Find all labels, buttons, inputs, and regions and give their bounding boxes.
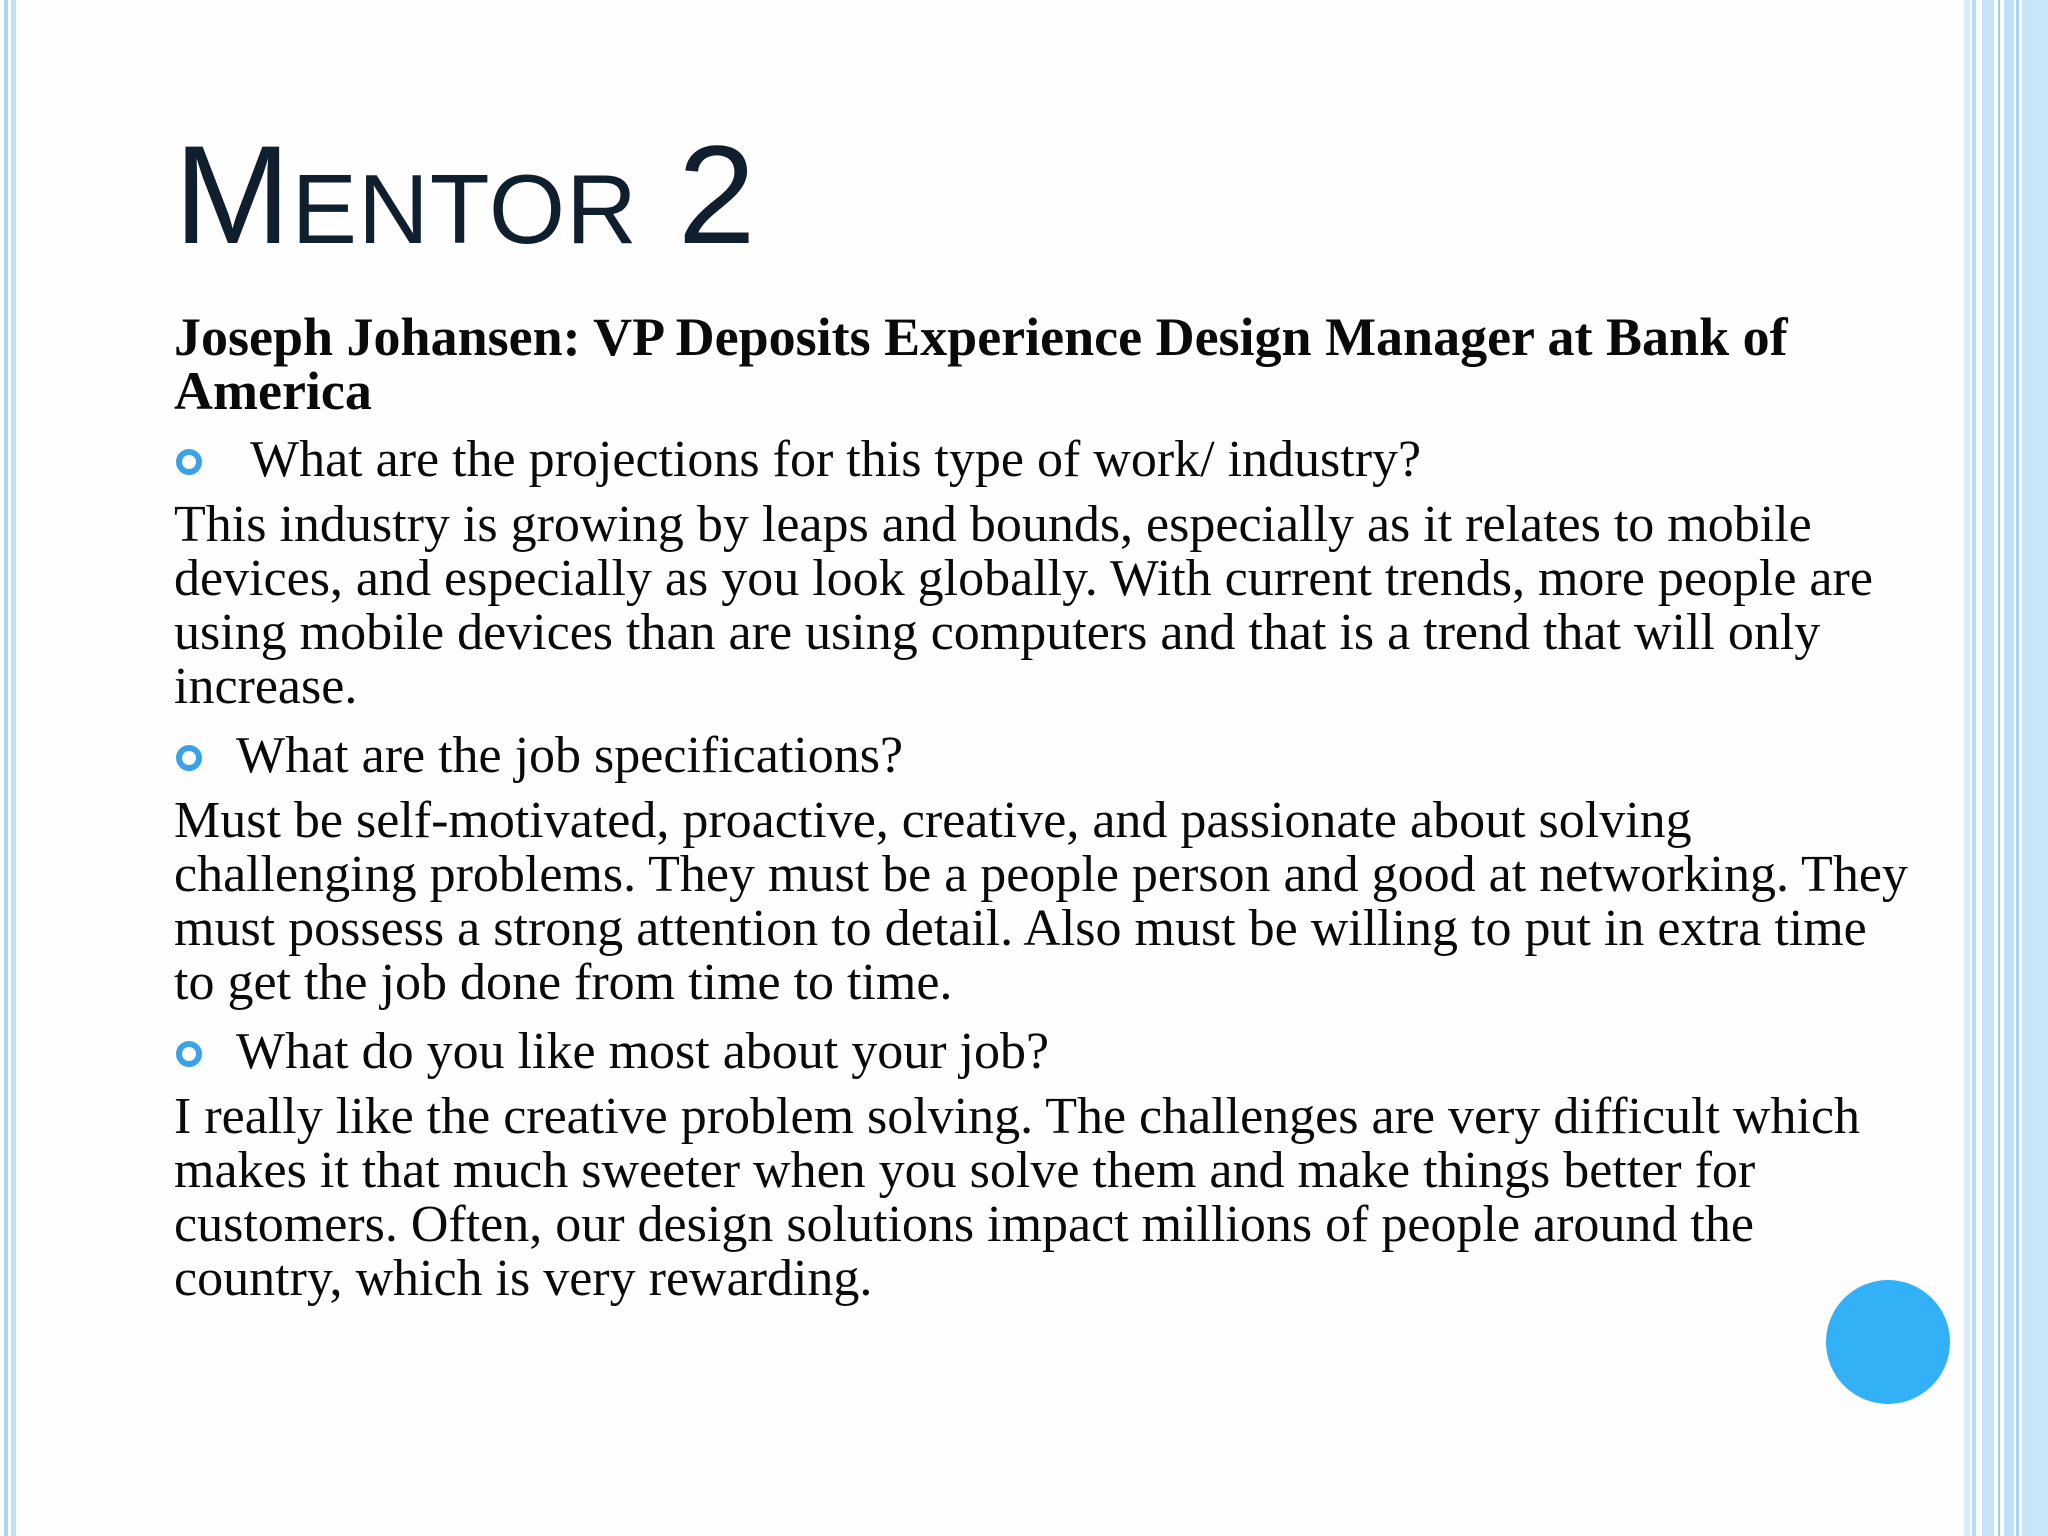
question-3	[172, 1024, 1914, 1080]
left-border-stripe	[0, 0, 16, 1536]
question-text: What are the projections for this type of work/ industry?	[250, 431, 1422, 488]
question-text: What do you like most about your job?	[236, 1023, 1050, 1080]
slide-title: Mentor 2	[174, 116, 757, 273]
stripe	[2016, 0, 2019, 1536]
stripe	[1972, 0, 1976, 1536]
question-1	[172, 432, 1914, 488]
stripe	[1998, 0, 2000, 1536]
answer-2: Must be self-motivated, proactive, creative, and passionate about solving challenging problems. They must be a people person and good at networking. They must possess a strong attention to detail. Also must be willing to put in extra time to get the job done from time to time.	[174, 792, 1908, 1011]
stripe	[1964, 0, 1970, 1536]
stripe	[2004, 0, 2014, 1536]
right-decorative-stripes	[1964, 0, 2048, 1536]
bullet-icon	[176, 745, 202, 771]
mentor-subheading: Joseph Johansen: VP Deposits Experience Design Manager at Bank of America	[174, 307, 1788, 421]
bullet-icon	[176, 449, 202, 475]
answer-1: This industry is growing by leaps and bounds, especially as it relates to mobile devices, and especially as you look globally. With current trends, more people are using mobile devices than are using computers and that is a trend that will only increase.	[174, 496, 1873, 715]
question-text: What are the job specifications?	[236, 727, 904, 784]
stripe	[1982, 0, 1994, 1536]
answer-3: I really like the creative problem solving. The challenges are very difficult which makes it that much sweeter when you solve them and make things better for customers. Often, our design solutions impact millions of people around the country, which is very rewarding.	[174, 1088, 1861, 1307]
question-2	[172, 728, 1914, 784]
decorative-circle-icon	[1826, 1280, 1950, 1404]
stripe	[2022, 0, 2048, 1536]
bullet-icon	[176, 1041, 202, 1067]
slide-body	[174, 307, 1914, 1320]
